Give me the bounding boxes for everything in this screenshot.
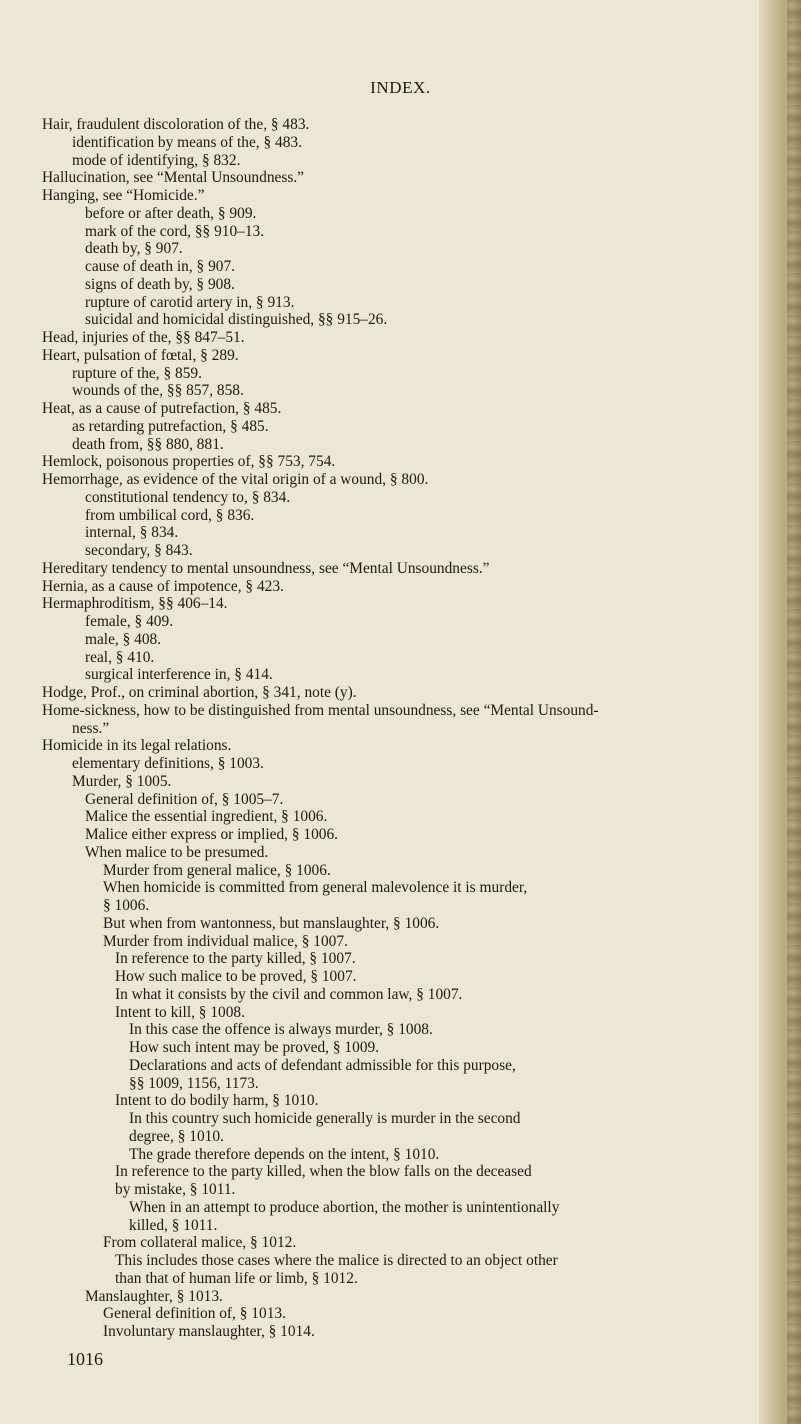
index-subentry: elementary definitions, § 1003. [72,755,264,772]
index-subentry: identification by means of the, § 483. [72,133,302,151]
index-subentry: rupture of the, § 859. [72,364,202,382]
index-entry: Hodge, Prof., on criminal abortion, § 341, note (y). [42,684,357,701]
index-subentry: secondary, § 843. [85,542,193,559]
index-subentry: Malice the essential ingredient, § 1006. [85,808,328,826]
index-subentry: Murder from individual malice, § 1007. [103,932,348,950]
index-subentry: From collateral malice, § 1012. [103,1234,297,1252]
index-subentry: from umbilical cord, § 836. [85,506,255,524]
index-subentry: real, § 410. [85,648,155,666]
index-subentry: Murder from general malice, § 1006. [103,861,331,879]
index-subentry: When in an attempt to produce abortion, the mother is unintentionally [129,1198,560,1216]
index-subentry: Declarations and acts of defendant admissible for this purpose, [129,1056,516,1074]
index-entry: Head, injuries of the, §§ 847–51. [42,329,245,346]
index-subentry: How such intent may be proved, § 1009. [129,1039,380,1056]
index-subentry: wounds of the, §§ 857, 858. [72,382,244,400]
index-subentry: female, § 409. [85,613,174,630]
index-subentry: Intent to kill, § 1008. [115,1003,245,1021]
index-subentry: internal, § 834. [85,524,179,542]
index-subentry: General definition of, § 1005–7. [85,790,284,808]
index-subentry: The grade therefore depends on the intent, § 1010. [129,1145,440,1163]
index-subentry: This includes those cases where the malice is directed to an object other [115,1252,558,1269]
index-subentry: cause of death in, § 907. [85,258,236,275]
index-subentry: rupture of carotid artery in, § 913. [85,293,295,311]
index-subentry: signs of death by, § 908. [85,275,235,293]
index-subentry: killed, § 1011. [129,1216,218,1234]
page-edge-shadow [787,0,801,1424]
index-entry: Homicide in its legal relations. [42,737,232,755]
index-subentry: suicidal and homicidal distinguished, §§ 915–26. [85,311,388,329]
index-subentry: before or after death, § 909. [85,204,257,222]
index-entry: Hanging, see “Homicide.” [42,187,205,204]
index-subentry: When malice to be presumed. [85,843,269,861]
index-subentry: In this case the offence is always murder, § 1008. [129,1021,433,1039]
index-subentry: ness.” [72,719,110,737]
index-subentry: §§ 1009, 1156, 1173. [129,1074,259,1092]
index-subentry: § 1006. [103,897,150,914]
index-subentry: Manslaughter, § 1013. [85,1287,223,1305]
index-entry: Hernia, as a cause of impotence, § 423. [42,577,284,595]
index-subentry: death from, §§ 880, 881. [72,435,224,453]
index-subentry: mode of identifying, § 832. [72,151,241,169]
page-number: 1016 [67,1349,103,1369]
index-subentry: In reference to the party killed, § 1007. [115,950,356,968]
index-subentry: General definition of, § 1013. [103,1305,286,1323]
index-subentry: When homicide is committed from general malevolence it is murder, [103,879,528,897]
index-subentry: degree, § 1010. [129,1127,224,1145]
index-subentry: surgical interference in, § 414. [85,666,273,684]
index-subentry: In what it consists by the civil and common law, § 1007. [115,985,463,1003]
index-subentry: as retarding putrefaction, § 485. [72,417,269,435]
index-entry: Heart, pulsation of fœtal, § 289. [42,346,239,364]
index-entry: Home-sickness, how to be distinguished from mental unsoundness, see “Mental Unsound- [42,701,599,719]
index-subentry: death by, § 907. [85,240,183,258]
index-entry: Hallucination, see “Mental Unsoundness.” [42,169,305,187]
index-subentry: Involuntary manslaughter, § 1014. [103,1323,315,1340]
index-subentry: Intent to do bodily harm, § 1010. [115,1092,319,1110]
index-subentry: In reference to the party killed, when the blow falls on the deceased [115,1163,532,1181]
index-entry: Hemorrhage, as evidence of the vital origin of a wound, § 800. [42,471,429,488]
index-subentry: But when from wantonness, but manslaughter, § 1006. [103,914,440,932]
index-subentry: than that of human life or limb, § 1012. [115,1269,358,1287]
index-subentry: male, § 408. [85,630,162,648]
index-subentry: by mistake, § 1011. [115,1181,236,1198]
index-entry: Heat, as a cause of putrefaction, § 485. [42,400,282,417]
index-entry: Hereditary tendency to mental unsoundness, see “Mental Unsoundness.” [42,559,490,577]
index-entry: Hermaphroditism, §§ 406–14. [42,595,228,613]
index-entry: Hair, fraudulent discoloration of the, § 483. [42,116,310,133]
index-subentry: mark of the cord, §§ 910–13. [85,222,265,240]
index-entries [42,116,762,1341]
index-subentry: How such malice to be proved, § 1007. [115,968,357,985]
index-subentry: Malice either express or implied, § 1006. [85,826,339,843]
index-subentry: Murder, § 1005. [72,772,172,790]
index-subentry: constitutional tendency to, § 834. [85,488,291,506]
index-subentry: In this country such homicide generally is murder in the second [129,1110,521,1127]
running-head: INDEX. [370,78,431,97]
index-entry: Hemlock, poisonous properties of, §§ 753, 754. [42,453,336,471]
